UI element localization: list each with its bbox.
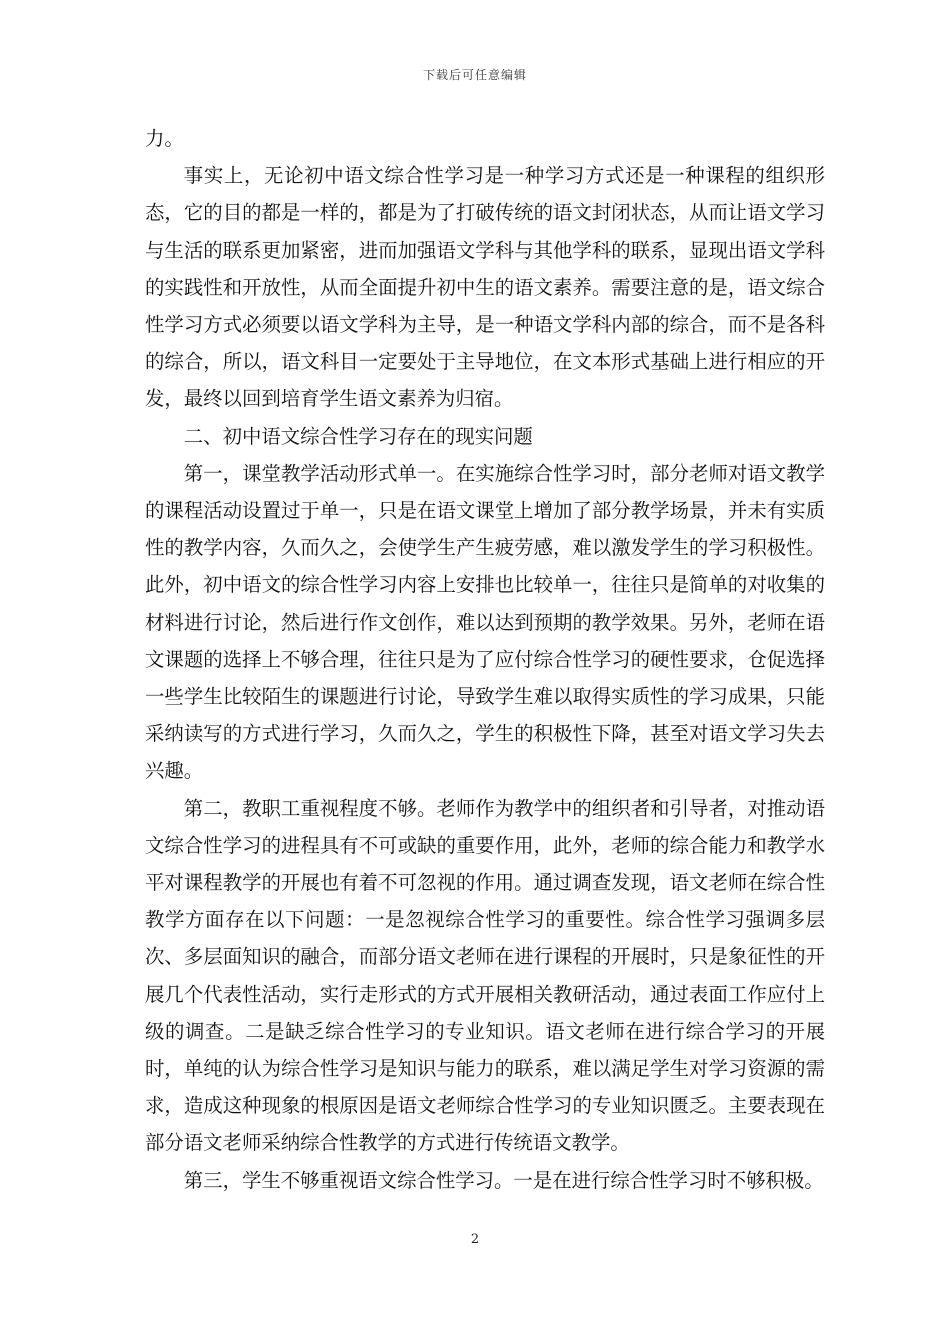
section-heading: 二、初中语文综合性学习存在的现实问题: [183, 424, 533, 448]
paragraph-problem-one: 第一，课堂教学活动形式单一。在实施综合性学习时，部分老师对语文教学的课程活动设置过于单一，只是在语文课堂上增加了部分教学场景，并未有实质性的教学内容，久而久之，会使学生产生疲劳感，难以激发学生的学习积极性。此外，初中语文的综合性学习内容上安排也比较单一，往往只是简单的对收集的材料进行讨论，然后进行作文创作，难以达到预期的教学效果。另外，老师在语文课题的选择上不够合理，往往只是为了应付综合性学习的硬性要求，仓促选择一些学生比较陌生的课题进行讨论，导致学生难以取得实质性的学习成果，只能采纳读写的方式进行学习，久而久之，学生的积极性下降，甚至对语文学习失去兴趣。: [145, 461, 825, 783]
paragraph-purpose: 事实上，无论初中语文综合性学习是一种学习方式还是一种课程的组织形态，它的目的都是一样的，都是为了打破传统的语文封闭状态，从而让语文学习与生活的联系更加紧密，进而加强语文学科与其他学科的联系，显现出语文学科的实践性和开放性，从而全面提升初中生的语文素养。需要注意的是，语文综合性学习方式必须要以语文学科为主导，是一种语文学科内部的综合，而不是各科的综合，所以，语文科目一定要处于主导地位，在文本形式基础上进行相应的开发，最终以回到培育学生语文素养为归宿。: [145, 164, 825, 411]
document-body: [145, 120, 825, 1199]
paragraph-problem-two: 第二，教职工重视程度不够。老师作为教学中的组织者和引导者，对推动语文综合性学习的进程具有不可或缺的重要作用，此外，老师的综合能力和教学水平对课程教学的开展也有着不可忽视的作用。通过调查发现，语文老师在综合性教学方面存在以下问题：一是忽视综合性学习的重要性。综合性学习强调多层次、多层面知识的融合，而部分语文老师在进行课程的开展时，只是象征性的开展几个代表性活动，实行走形式的方式开展相关教研活动，通过表面工作应付上级的调查。二是缺乏综合性学习的专业知识。语文老师在进行综合学习的开展时，单纯的认为综合性学习是知识与能力的联系，难以满足学生对学习资源的需求，造成这种现象的根原因是语文老师综合性学习的专业知识匮乏。主要表现在部分语文老师采纳综合性教学的方式进行传统语文教学。: [145, 796, 825, 1155]
page-header: 下载后可任意编辑: [422, 68, 527, 82]
paragraph-continuation: 力。: [145, 127, 184, 150]
paragraph-problem-three: 第三，学生不够重视语文综合性学习。一是在进行综合性学习时不够积极。: [183, 1168, 824, 1192]
page-number: 2: [470, 1232, 480, 1247]
